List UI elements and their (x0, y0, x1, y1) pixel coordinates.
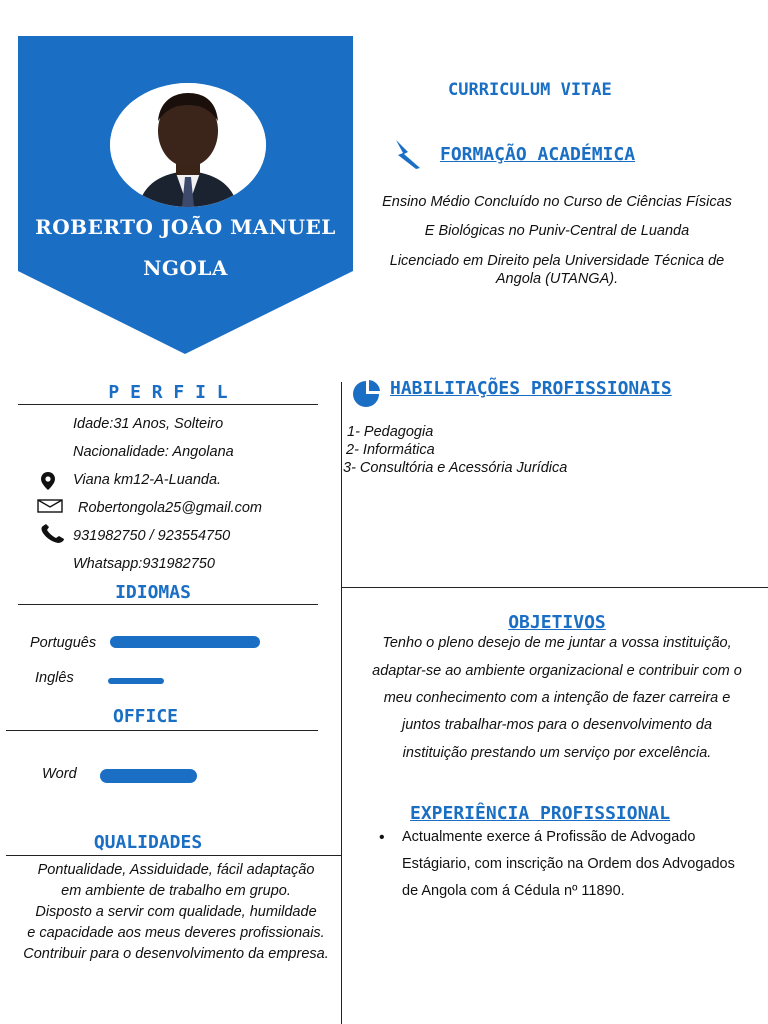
name-line-1: ROBERTO JOÃO MANUEL (35, 215, 336, 239)
office-title: OFFICE (112, 706, 179, 727)
objetivos-line-5: instituição prestando um serviço por excelência. (402, 745, 712, 761)
habilitacoes-rule (342, 587, 768, 588)
name-line-2: NGOLA (143, 256, 228, 280)
perfil-idade: Idade:31 Anos, Solteiro (73, 416, 224, 432)
cv-title: CURRICULUM VITAE (448, 80, 612, 100)
office-rule (6, 730, 318, 731)
location-pin-icon (41, 472, 55, 490)
objetivos-title: OBJETIVOS (508, 612, 606, 633)
office-bar-word (100, 769, 197, 783)
envelope-icon (37, 499, 63, 513)
objetivos-line-3: meu conhecimento com a intenção de fazer carreira e (383, 690, 731, 706)
experiencia-line-2: Estágiario, com inscrição na Ordem dos Advogados (402, 856, 735, 872)
qualidades-line-3: Disposto a servir com qualidade, humildade (35, 904, 317, 920)
idioma-bar-portugues (110, 636, 260, 648)
objetivos-line-1: Tenho o pleno desejo de me juntar a vossa instituição, (382, 635, 732, 651)
formacao-line-3: Licenciado em Direito pela Universidade Técnica de (389, 253, 725, 269)
perfil-endereco: Viana km12-A-Luanda. (73, 472, 222, 488)
experiencia-bullet: • (379, 829, 385, 846)
habilitacoes-item-2: 2- Informática (346, 442, 435, 458)
idioma-label-portugues: Português (30, 635, 97, 651)
objetivos-line-2: adaptar-se ao ambiente organizacional e contribuir com o (372, 663, 742, 679)
habilitacoes-title: HABILITAÇÕES PROFISSIONAIS (390, 378, 672, 399)
perfil-nacionalidade: Nacionalidade: Angolana (73, 444, 234, 460)
perfil-rule (18, 404, 318, 405)
qualidades-line-1: Pontualidade, Assiduidade, fácil adaptação (37, 862, 315, 878)
habilitacoes-item-1: 1- Pedagogia (347, 424, 434, 440)
objetivos-line-4: juntos trabalhar-mos para o desenvolvimento da (401, 717, 713, 733)
formacao-line-2: E Biológicas no Puniv-Central de Luanda (424, 223, 690, 239)
qualidades-line-4: e capacidade aos meus deveres profissionais. (27, 925, 325, 941)
idiomas-title: IDIOMAS (115, 582, 191, 603)
perfil-title: P E R F I L (108, 382, 228, 403)
experiencia-line-1: Actualmente exerce á Profissão de Advogado (402, 829, 696, 845)
qualidades-line-5: Contribuir para o desenvolvimento da empresa. (23, 946, 329, 962)
experiencia-line-3: de Angola com á Cédula nº 11890. (402, 883, 625, 899)
perfil-telefone: 931982750 / 923554750 (73, 528, 231, 544)
experiencia-title: EXPERIÊNCIA PROFISSIONAL (410, 803, 671, 824)
idioma-bar-ingles (108, 678, 164, 684)
formacao-title: FORMAÇÃO ACADÉMICA (440, 144, 636, 165)
phone-icon (40, 524, 66, 544)
office-label-word: Word (42, 766, 77, 782)
lightning-icon (392, 138, 426, 172)
formacao-line-1: Ensino Médio Concluído no Curso de Ciências Físicas (382, 194, 732, 210)
qualidades-rule (6, 855, 342, 856)
profile-photo (110, 83, 266, 207)
formacao-line-4: Angola (UTANGA). (495, 271, 619, 287)
idiomas-rule (18, 604, 318, 605)
idioma-label-ingles: Inglês (35, 670, 74, 686)
perfil-email[interactable]: Robertongola25@gmail.com (78, 500, 262, 516)
qualidades-title: QUALIDADES (93, 832, 203, 853)
habilitacoes-item-3: 3- Consultória e Acessória Jurídica (343, 460, 568, 476)
pie-chart-icon (350, 378, 382, 408)
perfil-whatsapp: Whatsapp:931982750 (73, 556, 215, 572)
qualidades-line-2: em ambiente de trabalho em grupo. (61, 883, 291, 899)
